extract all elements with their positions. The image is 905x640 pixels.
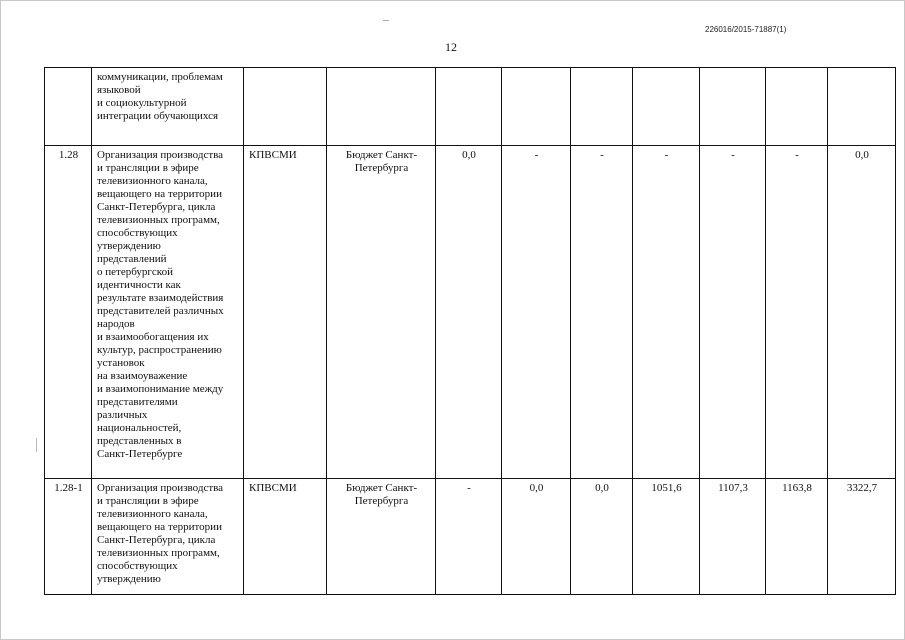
program-activities-table [44,67,896,595]
table-row [45,146,896,479]
funding-source-cell: Бюджет Санкт-Петербурга [327,479,436,595]
activity-description: коммуникации, проблемам языковой и социокультурной интеграции обучающихся [92,68,244,146]
row-number [45,68,92,146]
activity-description: Организация производства и трансляции в эфире телевизионного канала, вещающего на территории Санкт-Петербурга, цикла телевизионных программ, способствующих утверждению [92,479,244,595]
value-cell: - [436,479,502,595]
funding-source-cell: Бюджет Санкт-Петербурга [327,146,436,479]
funding-source-cell [327,68,436,146]
scan-artifact [383,20,389,21]
table-row [45,479,896,595]
page-number: 12 [445,40,457,54]
document-id: 226016/2015-71887(1) [705,25,787,34]
value-cell: 0,0 [436,146,502,479]
value-cell: - [766,146,828,479]
value-cell [502,68,571,146]
value-cell [633,68,700,146]
value-cell: 0,0 [571,479,633,595]
row-number: 1.28-1 [45,479,92,595]
table-row [45,68,896,146]
value-cell: 0,0 [502,479,571,595]
value-cell: - [633,146,700,479]
value-cell [571,68,633,146]
activity-description: Организация производства и трансляции в эфире телевизионного канала, вещающего на территории Санкт-Петербурга, цикла телевизионных программ, способствующих утверждению представлений о петербургской идентичности как результате взаимодействия представителей различных народов и взаимообогащения их культур, распространению установок на взаимоуважение и взаимопонимание между представителями различных национальностей, представленных в Санкт-Петербурге [92,146,244,479]
executor-cell: КПВСМИ [244,146,327,479]
value-cell [766,68,828,146]
value-cell: 1051,6 [633,479,700,595]
value-cell: - [571,146,633,479]
value-cell [700,68,766,146]
value-cell: 1107,3 [700,479,766,595]
executor-cell: КПВСМИ [244,479,327,595]
value-cell [828,68,896,146]
value-cell: 0,0 [828,146,896,479]
value-cell: 1163,8 [766,479,828,595]
value-cell: - [700,146,766,479]
scan-artifact [36,438,37,452]
value-cell: 3322,7 [828,479,896,595]
value-cell [436,68,502,146]
executor-cell [244,68,327,146]
value-cell: - [502,146,571,479]
row-number: 1.28 [45,146,92,479]
